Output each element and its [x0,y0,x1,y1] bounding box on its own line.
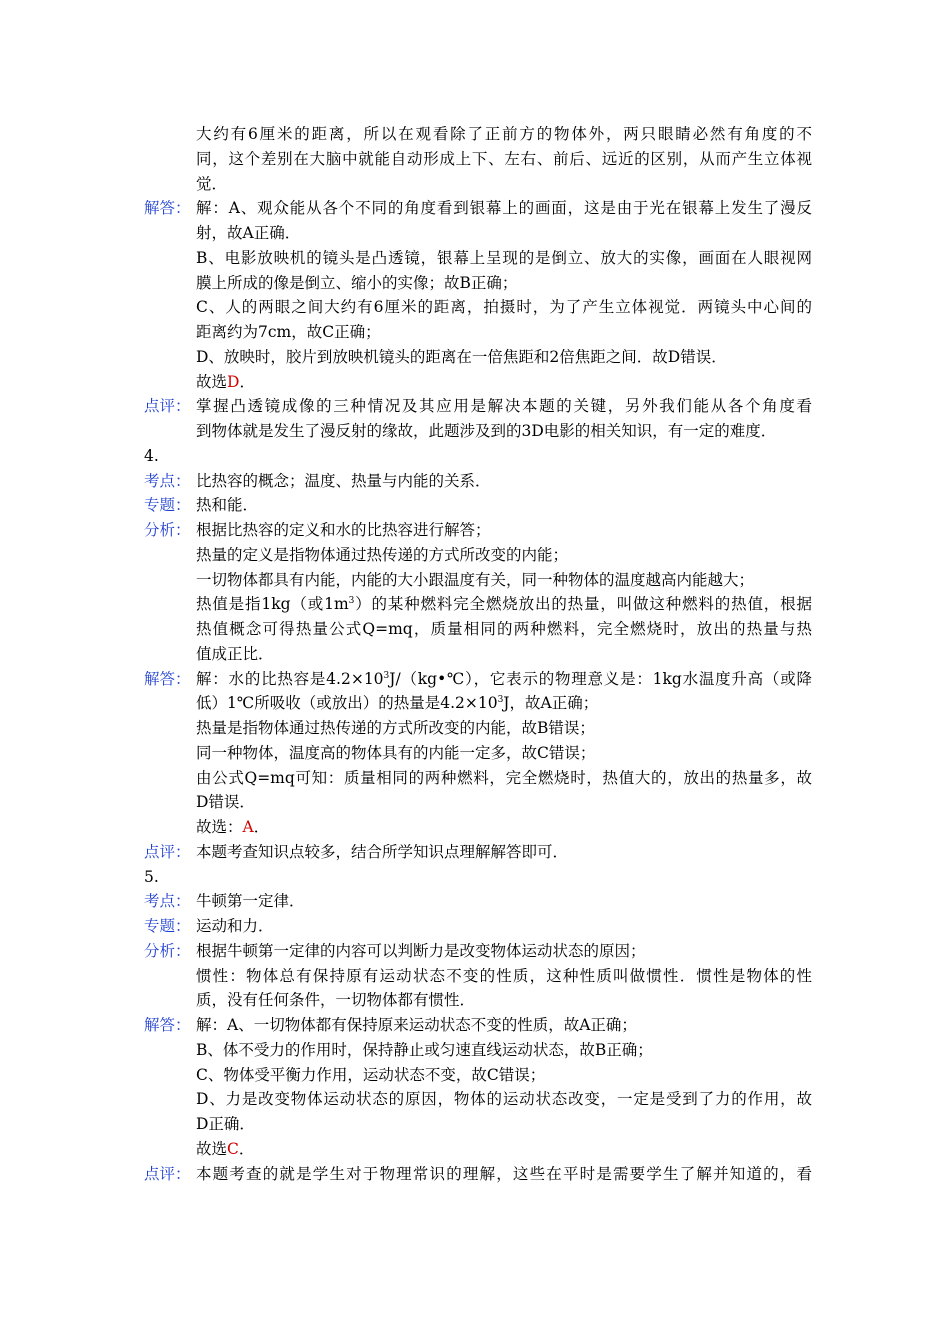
comment-line: 点评： 本题考查的就是学生对于物理常识的理解，这些在平时是需要学生了解并知道的，看 [144,1164,812,1183]
answer-line: B、电影放映机的镜头是凸透镜，银幕上呈现的是倒立、放大的实像，画面在人眼视网 [196,248,812,267]
choice-line: 故选D． [196,372,255,391]
analysis-line: 热值是指1kg（或$1m^3$）的某种燃料完全燃烧放出的热量，叫做这种燃料的热值，根据 [196,595,812,614]
answer-line: D正确． [196,1115,255,1133]
analysis-line: 分析： 根据比热容的定义和水的比热容进行解答； [144,521,491,539]
answer-line: D错误． [196,793,255,812]
analysis-line: 大约有6厘米的距离，所以在观看除了正前方的物体外，两只眼睛必然有角度的不 [196,125,812,143]
answer-line: C、物体受平衡力作用，运动状态不变，故C错误； [196,1065,546,1084]
analysis-line: 觉． [196,174,228,193]
answer-line: 距离约为7cm，故C正确； [196,323,381,341]
answer-line: 解答： 解：A、一切物体都有保持原来运动状态不变的性质，故A正确； [144,1016,637,1034]
solution-page [144,122,812,1186]
answer-line: 热量是指物体通过热传递的方式所改变的内能，故B错误； [196,719,595,737]
answer-line: C、人的两眼之间大约有6厘米的距离，拍摄时，为了产生立体视觉．两镜头中心间的 [196,298,812,317]
analysis-line: 质，没有任何条件，一切物体都有惯性． [196,991,476,1010]
answer-line: D、放映时，胶片到放映机镜头的距离在一倍焦距和2倍焦距之间．故D错误． [196,347,727,366]
comment-line: 到物体就是发生了漫反射的缘故，此题涉及到的3D电影的相关知识，有一定的难度． [196,422,777,440]
question-number: 4. [144,446,159,465]
choice-answer: D [227,372,240,391]
analysis-line: 热值概念可得热量公式Q=mq，质量相同的两种燃料，完全燃烧时，放出的热量与热 [196,620,812,638]
analysis-line: 热量的定义是指物体通过热传递的方式所改变的内能； [196,545,569,564]
answer-line: 解答： 解：水的比热容是$4.2\times 10^3J/(kg•℃)$，它表示的物理意义是：1kg水温度升高（或降 [144,669,812,688]
choice-answer: A [242,818,254,836]
analysis-line: 一切物体都具有内能，内能的大小跟温度有关，同一种物体的温度越高内能越大； [196,570,755,589]
comment-line: 点评： 本题考查知识点较多，结合所学知识点理解解答即可． [144,842,569,861]
analysis-line: 值成正比． [196,644,274,663]
comment-label: 点评： [144,397,191,416]
topic-line: 专题： 热和能． [144,496,259,515]
answer-line: B、体不受力的作用时，保持静止或匀速直线运动状态，故B正确； [196,1040,653,1059]
answer-line: 膜上所成的像是倒立、缩小的实像；故B正确； [196,273,518,292]
question-number: 5. [144,867,159,886]
analysis-line: 同，这个差别在大脑中就能自动形成上下、左右、前后、远近的区别，从而产生立体视 [196,149,812,168]
comment-line: 点评： 掌握凸透镜成像的三种情况及其应用是解决本题的关键，另外我们能从各个角度看 [144,394,812,419]
topic-line: 专题： 运动和力． [144,917,274,935]
answer-label: 解答： [144,199,191,218]
analysis-line: 分析： 根据牛顿第一定律的内容可以判断力是改变物体运动状态的原因； [144,941,646,960]
knowledge-point-line: 考点： 比热容的概念；温度、热量与内能的关系． [144,471,491,490]
answer-line: 低）1℃所吸收（或放出）的热量是$4.2\times 10^3J$，故A正确； [196,694,599,713]
choice-line: 故选C． [196,1139,255,1158]
answer-line: D、力是改变物体运动状态的原因，物体的运动状态改变，一定是受到了力的作用，故 [196,1090,812,1109]
answer-line: 解答： 解：A、观众能从各个不同的角度看到银幕上的画面，这是由于光在银幕上发生了漫反 [144,196,812,221]
answer-line: 同一种物体，温度高的物体具有的内能一定多，故C错误； [196,743,596,762]
answer-line: 由公式Q=mq可知：质量相同的两种燃料，完全燃烧时，热值大的，放出的热量多，故 [196,768,812,787]
answer-line: 射，故A正确． [196,224,301,242]
choice-line: 故选：A． [196,818,270,836]
choice-answer: C [227,1139,239,1158]
analysis-line: 惯性：物体总有保持原有运动状态不变的性质，这种性质叫做惯性．惯性是物体的性 [196,966,812,985]
knowledge-point-line: 考点： 牛顿第一定律． [144,892,305,911]
